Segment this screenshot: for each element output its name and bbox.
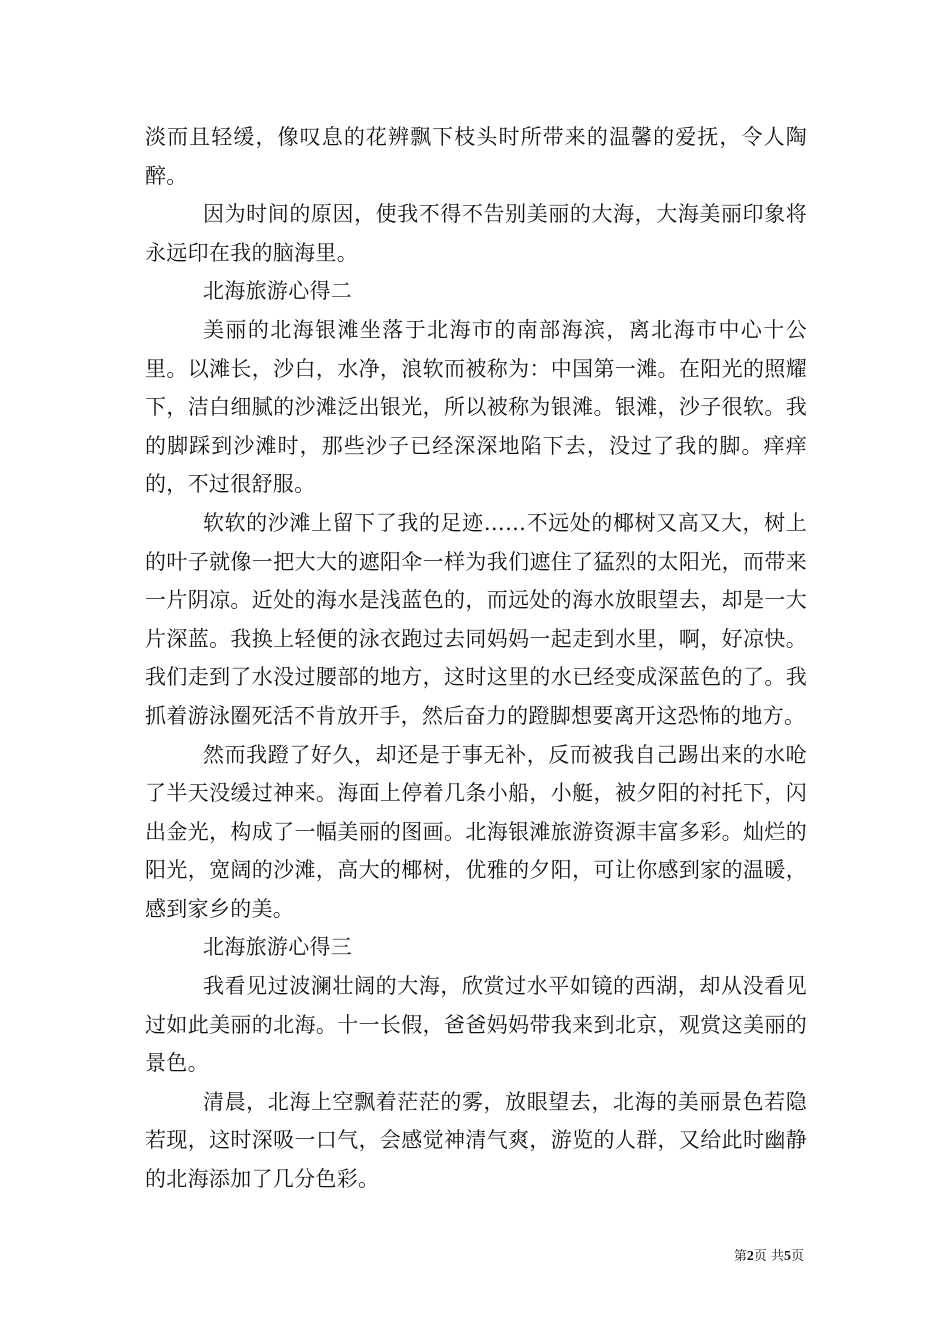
document-body: [145, 118, 807, 1199]
paragraph: 因为时间的原因，使我不得不告别美丽的大海，大海美丽印象将永远印在我的脑海里。: [145, 202, 807, 265]
footer-middle: 页 共: [753, 1249, 784, 1264]
current-page-number: 2: [746, 1249, 754, 1264]
footer-suffix: 页: [790, 1249, 804, 1264]
paragraph: 软软的沙滩上留下了我的足迹……不远处的椰树又高又大，树上的叶子就像一把大大的遮阳伞一样为我们遮住了猛烈的太阳光，而带来一片阴凉。近处的海水是浅蓝色的，而远处的海水放眼望去，却是一大片深蓝。我换上轻便的泳衣跑过去同妈妈一起走到水里，啊，好凉快。我们走到了水没过腰部的地方，这时这里的水已经变成深蓝色的了。我抓着游泳圈死活不肯放开手，然后奋力的蹬脚想要离开这恐怖的地方。: [145, 510, 807, 728]
paragraph: 清晨，北海上空飘着茫茫的雾，放眼望去，北海的美丽景色若隐若现，这时深吸一口气，会感觉神清气爽，游览的人群，又给此时幽静的北海添加了几分色彩。: [145, 1089, 807, 1192]
section-heading: 北海旅游心得二: [203, 279, 353, 304]
paragraph: 我看见过波澜壮阔的大海，欣赏过水平如镜的西湖，却从没看见过如此美丽的北海。十一长假，爸爸妈妈带我来到北京，观赏这美丽的景色。: [145, 974, 807, 1076]
section-heading: 北海旅游心得三: [203, 935, 353, 960]
total-page-count: 5: [783, 1249, 791, 1264]
paragraph: 美丽的北海银滩坐落于北海市的南部海滨，离北海市中心十公里。以滩长，沙白，水净，浪软而被称为：中国第一滩。在阳光的照耀下，洁白细腻的沙滩泛出银光，所以被称为银滩。银滩，沙子很软。我的脚踩到沙滩时，那些沙子已经深深地陷下去，没过了我的脚。痒痒的，不过很舒服。: [145, 317, 807, 497]
footer-prefix: 第: [733, 1249, 747, 1264]
paragraph: 然而我蹬了好久，却还是于事无补，反而被我自己踢出来的水呛了半天没缓过神来。海面上停着几条小船，小艇，被夕阳的衬托下，闪出金光，构成了一幅美丽的图画。北海银滩旅游资源丰富多彩。灿烂的阳光，宽阔的沙滩，高大的椰树，优雅的夕阳，可让你感到家的温暖，感到家乡的美。: [145, 742, 807, 921]
page-number-footer: [734, 1248, 804, 1266]
paragraph: 淡而且轻缓，像叹息的花辨飘下枝头时所带来的温馨的爱抚，令人陶醉。: [145, 125, 807, 188]
